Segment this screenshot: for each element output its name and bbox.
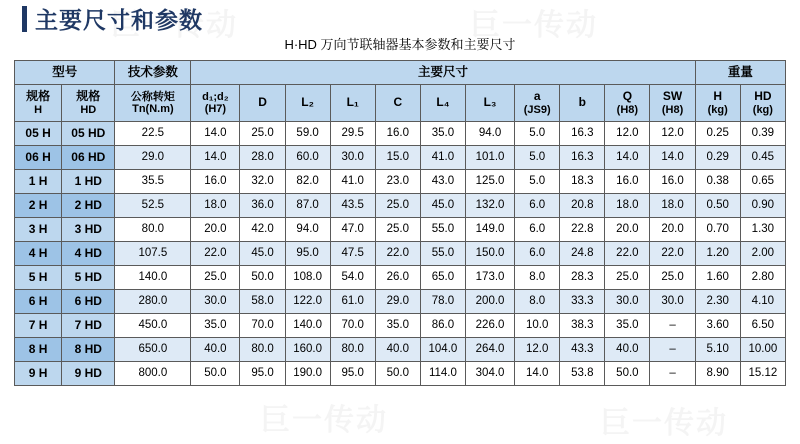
table-cell: 6.0: [515, 242, 560, 266]
table-cell: 50.0: [240, 266, 285, 290]
table-cell: 32.0: [240, 170, 285, 194]
table-row: [15, 122, 786, 146]
table-cell: 40.0: [191, 338, 240, 362]
col-header-L4: L₄: [420, 85, 465, 122]
table-cell: 190.0: [285, 362, 330, 386]
table-cell: 20.8: [560, 194, 605, 218]
specifications-table: [14, 60, 786, 386]
table-row: [15, 146, 786, 170]
col-header-hd: 规格 HD: [62, 85, 115, 122]
table-cell: 54.0: [330, 266, 375, 290]
col-header-weight-hd: HD (kg): [740, 85, 785, 122]
table-cell: 0.45: [740, 146, 785, 170]
table-cell: 36.0: [240, 194, 285, 218]
col-header-L2: L₂: [285, 85, 330, 122]
table-cell: 0.50: [695, 194, 740, 218]
table-cell: 52.5: [115, 194, 191, 218]
cell-model-h: 05 H: [15, 122, 62, 146]
table-cell: 0.39: [740, 122, 785, 146]
cell-model-h: 1 H: [15, 170, 62, 194]
table-cell: 200.0: [465, 290, 514, 314]
cell-model-hd: 9 HD: [62, 362, 115, 386]
table-cell: 16.0: [375, 122, 420, 146]
table-cell: 22.0: [375, 242, 420, 266]
group-header-weight: 重量: [695, 61, 785, 85]
table-cell: 58.0: [240, 290, 285, 314]
table-cell: 2.00: [740, 242, 785, 266]
table-cell: 30.0: [191, 290, 240, 314]
table-cell: 14.0: [515, 362, 560, 386]
table-cell: 55.0: [420, 242, 465, 266]
table-cell: 78.0: [420, 290, 465, 314]
table-cell: 25.0: [240, 122, 285, 146]
table-row: [15, 266, 786, 290]
table-cell: 87.0: [285, 194, 330, 218]
table-cell: 35.0: [191, 314, 240, 338]
cell-model-h: 7 H: [15, 314, 62, 338]
table-cell: 94.0: [465, 122, 514, 146]
table-cell: 20.0: [191, 218, 240, 242]
col-header-L3: L₃: [465, 85, 514, 122]
table-cell: 226.0: [465, 314, 514, 338]
table-cell: 80.0: [240, 338, 285, 362]
table-cell: 41.0: [330, 170, 375, 194]
table-cell: 95.0: [330, 362, 375, 386]
cell-model-h: 4 H: [15, 242, 62, 266]
table-cell: 40.0: [375, 338, 420, 362]
table-row: [15, 170, 786, 194]
table-header: [15, 61, 786, 122]
table-cell: 6.50: [740, 314, 785, 338]
table-cell: 15.0: [375, 146, 420, 170]
table-cell: 80.0: [330, 338, 375, 362]
col-header-torque: 公称转矩 Tn(N.m): [115, 85, 191, 122]
table-cell: 60.0: [285, 146, 330, 170]
table-cell: 0.90: [740, 194, 785, 218]
table-cell: 150.0: [465, 242, 514, 266]
table-cell: 25.0: [375, 218, 420, 242]
col-header-h: 规格 H: [15, 85, 62, 122]
table-cell: 70.0: [330, 314, 375, 338]
cell-model-hd: 05 HD: [62, 122, 115, 146]
table-column-header-row: [15, 85, 786, 122]
table-cell: 125.0: [465, 170, 514, 194]
cell-model-hd: 6 HD: [62, 290, 115, 314]
table-cell: 45.0: [420, 194, 465, 218]
cell-model-hd: 1 HD: [62, 170, 115, 194]
table-cell: 1.20: [695, 242, 740, 266]
table-cell: 12.0: [650, 122, 695, 146]
cell-model-h: 2 H: [15, 194, 62, 218]
table-cell: 6.0: [515, 194, 560, 218]
table-cell: 16.0: [650, 170, 695, 194]
table-cell: 104.0: [420, 338, 465, 362]
table-cell: 70.0: [240, 314, 285, 338]
table-cell: 41.0: [420, 146, 465, 170]
table-cell: 29.5: [330, 122, 375, 146]
title-accent-bar: [22, 6, 27, 32]
table-cell: 16.3: [560, 122, 605, 146]
table-cell: 47.0: [330, 218, 375, 242]
table-cell: 1.60: [695, 266, 740, 290]
group-header-dimensions: 主要尺寸: [191, 61, 695, 85]
table-cell: 16.3: [560, 146, 605, 170]
table-cell: 95.0: [240, 362, 285, 386]
table-cell: 12.0: [515, 338, 560, 362]
table-cell: 20.0: [605, 218, 650, 242]
table-cell: 16.0: [605, 170, 650, 194]
table-cell: 650.0: [115, 338, 191, 362]
table-cell: 47.5: [330, 242, 375, 266]
table-cell: 35.0: [375, 314, 420, 338]
table-row: [15, 314, 786, 338]
table-cell: 2.80: [740, 266, 785, 290]
col-header-d1d2: d₁;d₂ (H7): [191, 85, 240, 122]
table-cell: 1.30: [740, 218, 785, 242]
table-row: [15, 218, 786, 242]
table-cell: 35.5: [115, 170, 191, 194]
table-cell: 50.0: [605, 362, 650, 386]
table-cell: 5.10: [695, 338, 740, 362]
cell-model-h: 9 H: [15, 362, 62, 386]
table-cell: 5.0: [515, 170, 560, 194]
table-cell: 5.0: [515, 122, 560, 146]
table-cell: 55.0: [420, 218, 465, 242]
table-cell: 35.0: [605, 314, 650, 338]
table-cell: 18.3: [560, 170, 605, 194]
table-cell: 107.5: [115, 242, 191, 266]
table-cell: 114.0: [420, 362, 465, 386]
table-cell: 15.12: [740, 362, 785, 386]
table-cell: 0.25: [695, 122, 740, 146]
table-cell: 22.8: [560, 218, 605, 242]
table-row: [15, 242, 786, 266]
table-cell: 22.0: [605, 242, 650, 266]
table-cell: 50.0: [375, 362, 420, 386]
table-cell: 82.0: [285, 170, 330, 194]
table-cell: 3.60: [695, 314, 740, 338]
table-cell: 5.0: [515, 146, 560, 170]
watermark: [600, 398, 728, 442]
table-cell: 18.0: [650, 194, 695, 218]
table-cell: 61.0: [330, 290, 375, 314]
table-cell: 16.0: [191, 170, 240, 194]
cell-model-h: 3 H: [15, 218, 62, 242]
table-cell: 173.0: [465, 266, 514, 290]
table-cell: 30.0: [330, 146, 375, 170]
table-cell: 40.0: [605, 338, 650, 362]
page-title-text: 主要尺寸和参数: [35, 7, 203, 33]
table-cell: 4.10: [740, 290, 785, 314]
table-cell: 35.0: [420, 122, 465, 146]
table-caption: H·HD 万向节联轴器基本参数和主要尺寸: [284, 37, 516, 52]
cell-model-h: 5 H: [15, 266, 62, 290]
table-cell: 18.0: [191, 194, 240, 218]
cell-model-hd: 7 HD: [62, 314, 115, 338]
table-cell: 14.0: [605, 146, 650, 170]
table-cell: 42.0: [240, 218, 285, 242]
cell-model-hd: 3 HD: [62, 218, 115, 242]
table-cell: 80.0: [115, 218, 191, 242]
table-cell: 280.0: [115, 290, 191, 314]
table-cell: 22.0: [191, 242, 240, 266]
table-cell: 6.0: [515, 218, 560, 242]
table-cell: 132.0: [465, 194, 514, 218]
table-cell: 22.5: [115, 122, 191, 146]
table-cell: 450.0: [115, 314, 191, 338]
table-cell: 0.29: [695, 146, 740, 170]
table-cell: 28.3: [560, 266, 605, 290]
table-cell: 33.3: [560, 290, 605, 314]
page-title: [22, 2, 203, 35]
table-cell: 43.3: [560, 338, 605, 362]
table-cell: 22.0: [650, 242, 695, 266]
table-cell: 0.70: [695, 218, 740, 242]
watermark: [260, 395, 388, 439]
table-cell: 26.0: [375, 266, 420, 290]
col-header-SW: SW (H8): [650, 85, 695, 122]
table-cell: 0.65: [740, 170, 785, 194]
table-cell: 86.0: [420, 314, 465, 338]
table-cell: –: [650, 338, 695, 362]
table-cell: 108.0: [285, 266, 330, 290]
table-cell: 800.0: [115, 362, 191, 386]
table-cell: 94.0: [285, 218, 330, 242]
table-row: [15, 194, 786, 218]
table-cell: 24.8: [560, 242, 605, 266]
table-cell: 53.8: [560, 362, 605, 386]
table-cell: 10.0: [515, 314, 560, 338]
table-cell: 95.0: [285, 242, 330, 266]
cell-model-hd: 06 HD: [62, 146, 115, 170]
group-header-model: 型号: [15, 61, 115, 85]
table-cell: 45.0: [240, 242, 285, 266]
col-header-L1: L₁: [330, 85, 375, 122]
table-cell: 59.0: [285, 122, 330, 146]
table-cell: 29.0: [375, 290, 420, 314]
group-header-tech: 技术参数: [115, 61, 191, 85]
table-cell: 304.0: [465, 362, 514, 386]
table-cell: 2.30: [695, 290, 740, 314]
table-cell: 122.0: [285, 290, 330, 314]
table-row: [15, 362, 786, 386]
table-group-header-row: [15, 61, 786, 85]
cell-model-h: 06 H: [15, 146, 62, 170]
table-cell: 10.00: [740, 338, 785, 362]
table-cell: 140.0: [285, 314, 330, 338]
table-cell: 14.0: [191, 146, 240, 170]
table-cell: 149.0: [465, 218, 514, 242]
table-cell: 25.0: [605, 266, 650, 290]
col-header-weight-h: H (kg): [695, 85, 740, 122]
table-cell: –: [650, 362, 695, 386]
table-cell: 14.0: [650, 146, 695, 170]
cell-model-hd: 8 HD: [62, 338, 115, 362]
table-cell: 30.0: [650, 290, 695, 314]
cell-model-hd: 5 HD: [62, 266, 115, 290]
table-cell: 140.0: [115, 266, 191, 290]
table-cell: 28.0: [240, 146, 285, 170]
table-cell: 43.5: [330, 194, 375, 218]
table-row: [15, 290, 786, 314]
table-cell: 160.0: [285, 338, 330, 362]
table-cell: 14.0: [191, 122, 240, 146]
col-header-D: D: [240, 85, 285, 122]
table-cell: 38.3: [560, 314, 605, 338]
table-cell: 0.38: [695, 170, 740, 194]
table-cell: –: [650, 314, 695, 338]
table-cell: 25.0: [191, 266, 240, 290]
cell-model-h: 8 H: [15, 338, 62, 362]
table-cell: 50.0: [191, 362, 240, 386]
cell-model-hd: 4 HD: [62, 242, 115, 266]
table-row: [15, 338, 786, 362]
table-cell: 23.0: [375, 170, 420, 194]
col-header-b: b: [560, 85, 605, 122]
table-cell: 65.0: [420, 266, 465, 290]
table-cell: 101.0: [465, 146, 514, 170]
table-cell: 12.0: [605, 122, 650, 146]
table-cell: 25.0: [650, 266, 695, 290]
table-cell: 20.0: [650, 218, 695, 242]
cell-model-hd: 2 HD: [62, 194, 115, 218]
table-cell: 25.0: [375, 194, 420, 218]
table-cell: 264.0: [465, 338, 514, 362]
col-header-C: C: [375, 85, 420, 122]
table-body: [15, 122, 786, 386]
table-cell: 30.0: [605, 290, 650, 314]
col-header-a: a (JS9): [515, 85, 560, 122]
table-cell: 18.0: [605, 194, 650, 218]
table-cell: 29.0: [115, 146, 191, 170]
table-cell: 43.0: [420, 170, 465, 194]
table-cell: 8.0: [515, 290, 560, 314]
col-header-Q: Q (H8): [605, 85, 650, 122]
cell-model-h: 6 H: [15, 290, 62, 314]
table-cell: 8.0: [515, 266, 560, 290]
table-cell: 8.90: [695, 362, 740, 386]
